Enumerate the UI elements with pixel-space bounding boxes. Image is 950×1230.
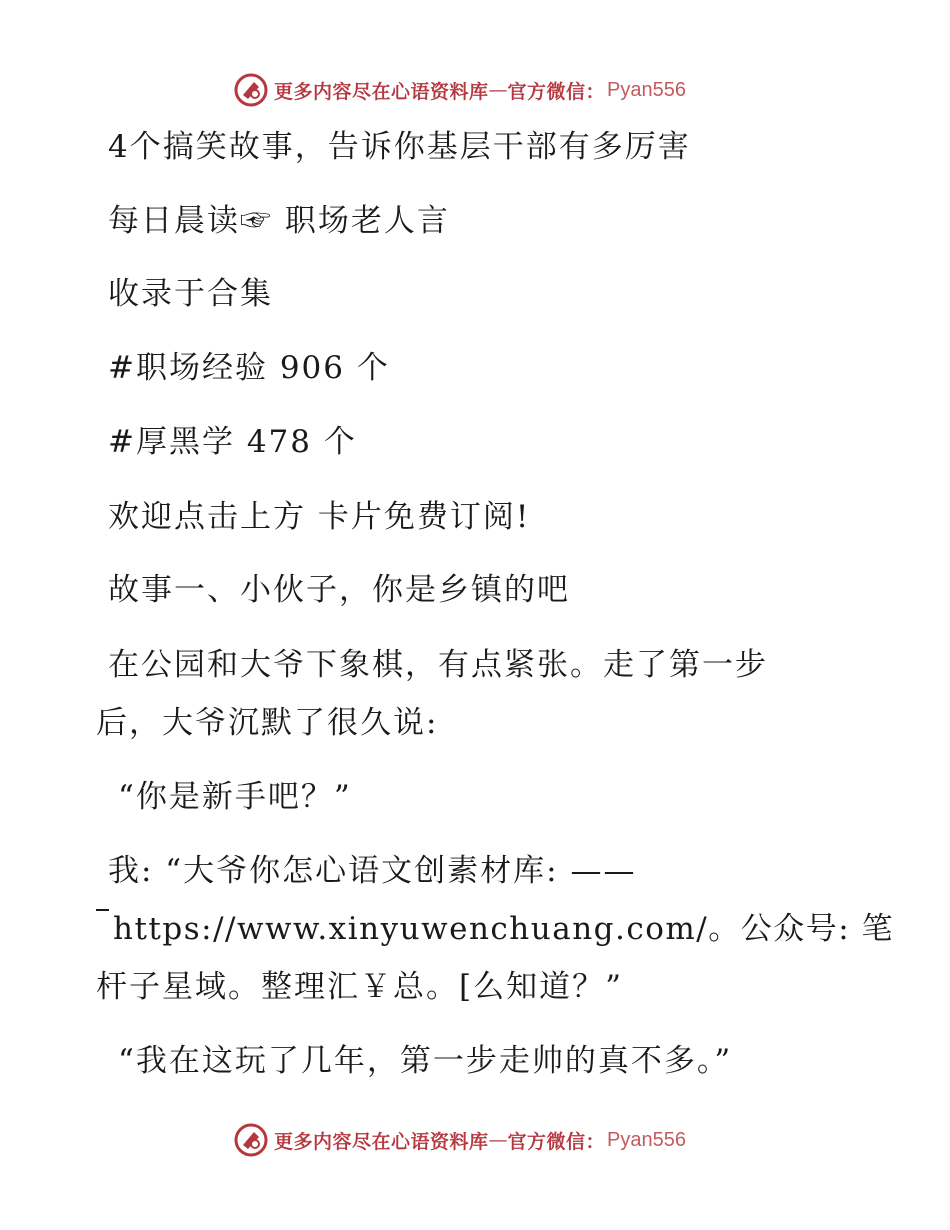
dialogue-line: “我在这玩了几年，第一步走帅的真不多。” (118, 1043, 733, 1079)
dialogue-line: “你是新手吧？” (118, 779, 352, 815)
watermark-handle: Pyan556 (607, 1128, 686, 1151)
collection-tag-houhei: #厚黑学 478 个 (108, 424, 357, 460)
story-heading: 故事一、小伙子，你是乡镇的吧 (108, 572, 570, 608)
header-watermark (234, 70, 686, 110)
brand-logo-icon (234, 73, 268, 107)
column-name: 每日晨读☞ 职场老人言 (108, 203, 450, 239)
collection-label: 收录于合集 (108, 276, 273, 312)
paragraph-line: 杆子星域。整理汇￥总。[么知道？” (96, 969, 623, 1005)
watermark-separator: — (488, 1129, 508, 1151)
subscribe-prompt: 欢迎点击上方 卡片免费订阅! (108, 499, 531, 535)
embedded-link-line: https://www.xinyuwenchuang.com/。公众号: 笔 (113, 911, 895, 947)
paragraph-line: 在公园和大爷下象棋，有点紧张。走了第一步 (108, 647, 768, 683)
stray-mark (96, 909, 109, 911)
watermark-site-text: 更多内容尽在心语资料库 (274, 80, 489, 103)
watermark-handle: Pyan556 (607, 78, 686, 101)
collection-tag-workplace: #职场经验 906 个 (108, 350, 390, 386)
footer-watermark (234, 1120, 686, 1160)
watermark-site-text: 更多内容尽在心语资料库 (274, 1130, 489, 1153)
paragraph-line: 后，大爷沉默了很久说: (96, 705, 439, 741)
watermark-label: 官方微信： (507, 80, 606, 103)
watermark-separator: — (488, 79, 508, 101)
watermark-label: 官方微信： (507, 1130, 606, 1153)
dialogue-line: 我: “大爷你怎心语文创素材库: —— (108, 853, 637, 889)
article-title: 4个搞笑故事，告诉你基层干部有多厉害 (108, 129, 691, 165)
brand-logo-icon (234, 1123, 268, 1157)
